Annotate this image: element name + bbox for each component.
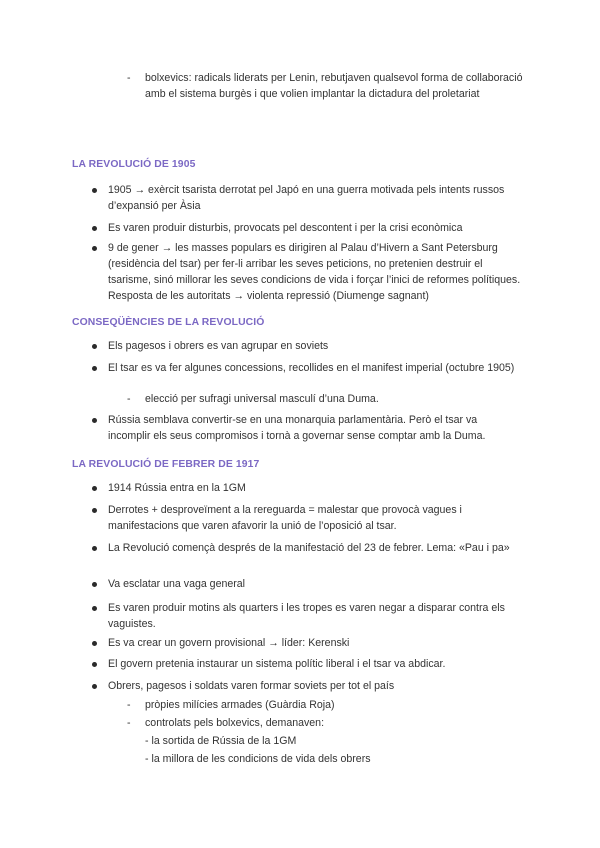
dash-marker: -: [127, 393, 131, 405]
list-item: Rússia semblava convertir-se en una monarquia parlamentària. Però el tsar va incomplir els seus compromisos i tornà a governar sense comptar amb la Duma.: [108, 414, 486, 442]
list-item: Els pagesos i obrers es van agrupar en soviets: [108, 340, 329, 352]
bullet-icon: [92, 486, 97, 491]
list-item: 9 de gener → les masses populars es dirigiren al Palau d’Hivern a Sant Petersburg (residència del tsar) per fer-li arribar les seves peticions, no pretenien destruir el tsarisme, sinó millorar les seves condicions de vida i forçar l’inici de reformes polítiques. Resposta de les autoritats → violenta repressió (Diumenge sagnant): [108, 242, 521, 302]
section-heading-febrer-1917: LA REVOLUCIÓ DE FEBRER DE 1917: [72, 459, 260, 470]
list-item: La Revolució començà després de la manifestació del 23 de febrer. Lema: «Pau i pa»: [108, 542, 510, 554]
list-item: Es va crear un govern provisional → líder: Kerenski: [108, 637, 350, 649]
list-item: 1905 → exèrcit tsarista derrotat pel Japó en una guerra motivada pels intents russos d’expansió per Àsia: [108, 184, 505, 212]
bullet-icon: [92, 641, 97, 646]
bullet-icon: [92, 246, 97, 251]
bullet-icon: [92, 546, 97, 551]
section-heading-consequencies: CONSEQÜÈNCIES DE LA REVOLUCIÓ: [72, 317, 265, 328]
sub-list-item: pròpies milícies armades (Guàrdia Roja): [145, 699, 335, 711]
bullet-icon: [92, 684, 97, 689]
list-item: Derrotes + desproveïment a la rereguarda = malestar que provocà vagues i manifestacions que varen afavorir la unió de l’oposició al tsar.: [108, 504, 462, 532]
list-item: Es varen produir motins als quarters i les tropes es varen negar a disparar contra els vaguistes.: [108, 602, 505, 630]
bullet-icon: [92, 344, 97, 349]
list-item: Va esclatar una vaga general: [108, 578, 246, 590]
bullet-icon: [92, 188, 97, 193]
sub-sub-list-item: - la millora de les condicions de vida dels obrers: [145, 753, 371, 765]
intro-dash-item: bolxevics: radicals liderats per Lenin, rebutjaven qualsevol forma de collaboració amb el sistema burgès i que volien implantar la dictadura del proletariat: [145, 72, 523, 100]
list-item: 1914 Rússia entra en la 1GM: [108, 482, 246, 494]
bullet-icon: [92, 508, 97, 513]
sub-list-item: controlats pels bolxevics, demanaven:: [145, 717, 325, 729]
list-item: El tsar es va fer algunes concessions, recollides en el manifest imperial (octubre 1905): [108, 362, 515, 374]
sub-list-item: elecció per sufragi universal masculí d’una Duma.: [145, 393, 379, 405]
bullet-icon: [92, 662, 97, 667]
dash-marker: -: [127, 699, 131, 711]
list-item: Obrers, pagesos i soldats varen formar soviets per tot el país: [108, 680, 395, 692]
dash-marker: -: [127, 72, 131, 84]
bullet-icon: [92, 418, 97, 423]
bullet-icon: [92, 582, 97, 587]
sub-sub-list-item: - la sortida de Rússia de la 1GM: [145, 735, 297, 747]
bullet-icon: [92, 606, 97, 611]
list-item: El govern pretenia instaurar un sistema polític liberal i el tsar va abdicar.: [108, 658, 446, 670]
bullet-icon: [92, 226, 97, 231]
bullet-icon: [92, 366, 97, 371]
section-heading-1905: LA REVOLUCIÓ DE 1905: [72, 159, 196, 170]
list-item: Es varen produir disturbis, provocats pel descontent i per la crisi econòmica: [108, 222, 463, 234]
dash-marker: -: [127, 717, 131, 729]
